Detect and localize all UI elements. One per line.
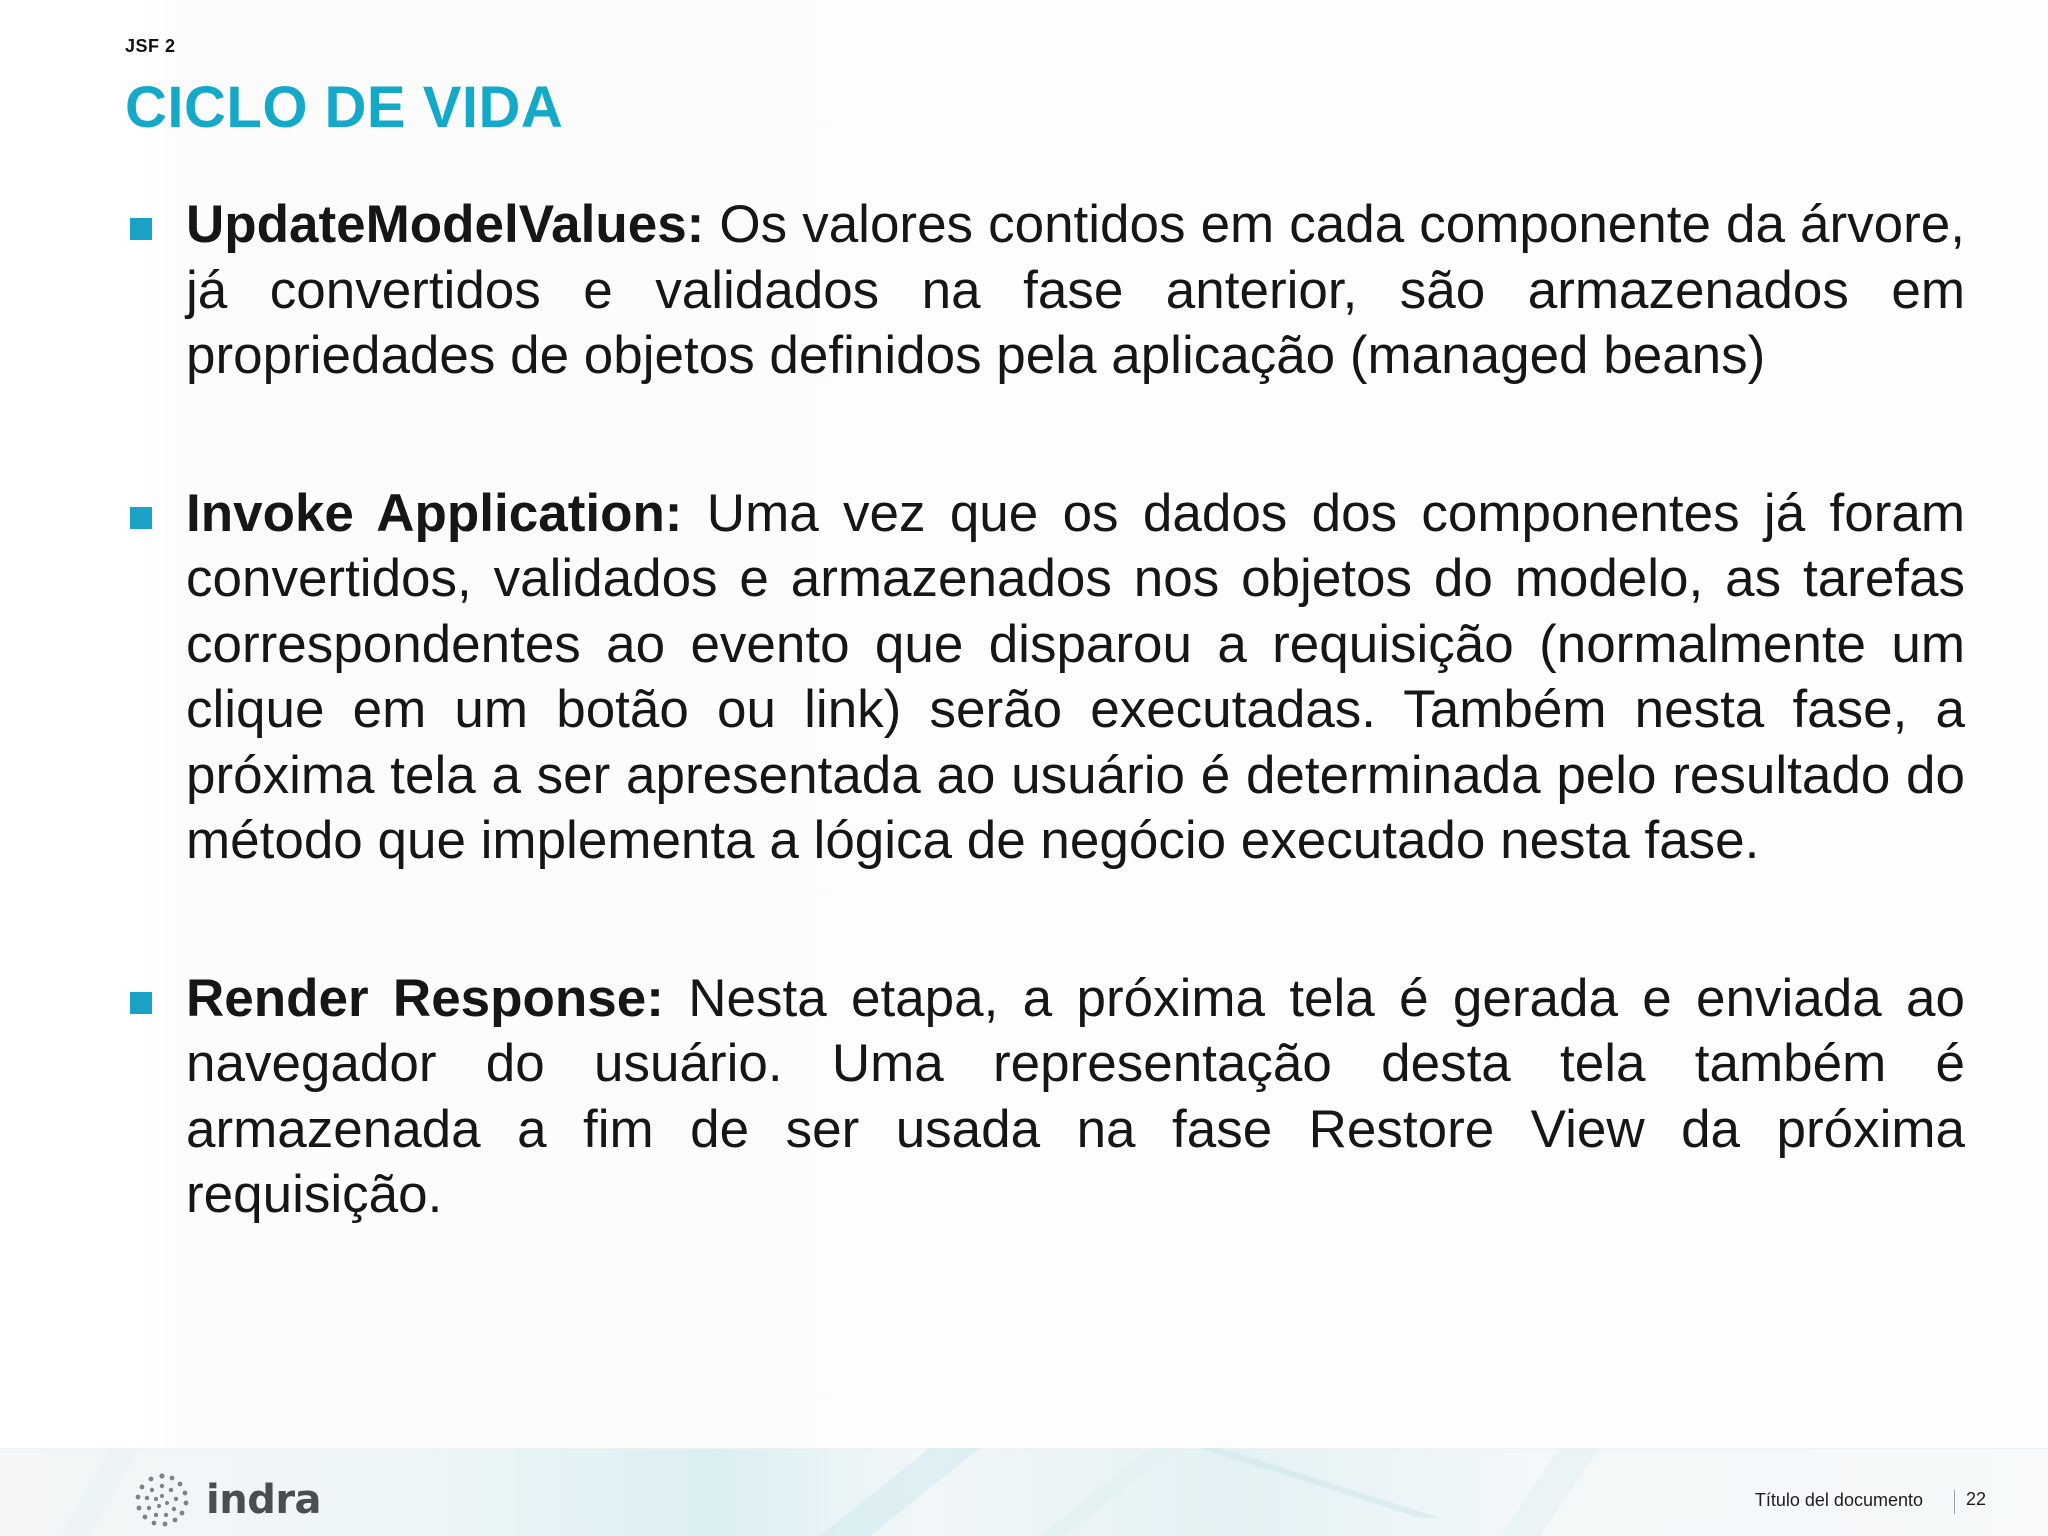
bullet-text: Os valores contidos em cada componente da árvore, já convertidos e validados na fase anterior, são armazenados em propriedades de objetos definidos pela aplicação (managed beans) <box>186 195 1965 385</box>
indra-logo-icon <box>132 1470 192 1530</box>
bullet-square-icon <box>130 218 152 240</box>
bullet-item-invoke-application <box>125 481 1965 874</box>
bullet-item-render-response <box>125 966 1965 1228</box>
section-tag: JSF 2 <box>125 36 176 56</box>
footer-document-title: Título del documento <box>1754 1490 1923 1510</box>
indra-logo <box>132 1470 321 1530</box>
bullet-term: UpdateModelValues: <box>186 195 705 254</box>
bullet-list <box>125 192 1965 1228</box>
slide-title: CICLO DE VIDA <box>125 75 564 140</box>
page-number: 22 <box>1966 1489 1987 1509</box>
bullet-term: Render Response: <box>186 968 664 1028</box>
bullet-text: Nesta etapa, a próxima tela é gerada e enviada ao navegador do usuário. Uma representação desta tela também é armazenada a fim de ser usada na fase Restore View da próxima requisição. <box>186 968 1965 1224</box>
bullet-square-icon <box>130 507 152 529</box>
footer-divider <box>1954 1490 1955 1514</box>
bullet-square-icon <box>130 992 152 1014</box>
bullet-item-update-model-values <box>125 192 1965 389</box>
logo-wordmark: indra <box>206 1477 322 1523</box>
bullet-text: Uma vez que os dados dos componentes já foram convertidos, validados e armazenados nos objetos do modelo, as tarefas correspondentes ao evento que disparou a requisição (normalmente um clique em um botão ou link) serão executadas. Também nesta fase, a próxima tela a ser apresentada ao usuário é determinada pelo resultado do método que implementa a lógica de negócio executado nesta fase. <box>186 483 1965 870</box>
bullet-term: Invoke Application: <box>186 483 683 543</box>
